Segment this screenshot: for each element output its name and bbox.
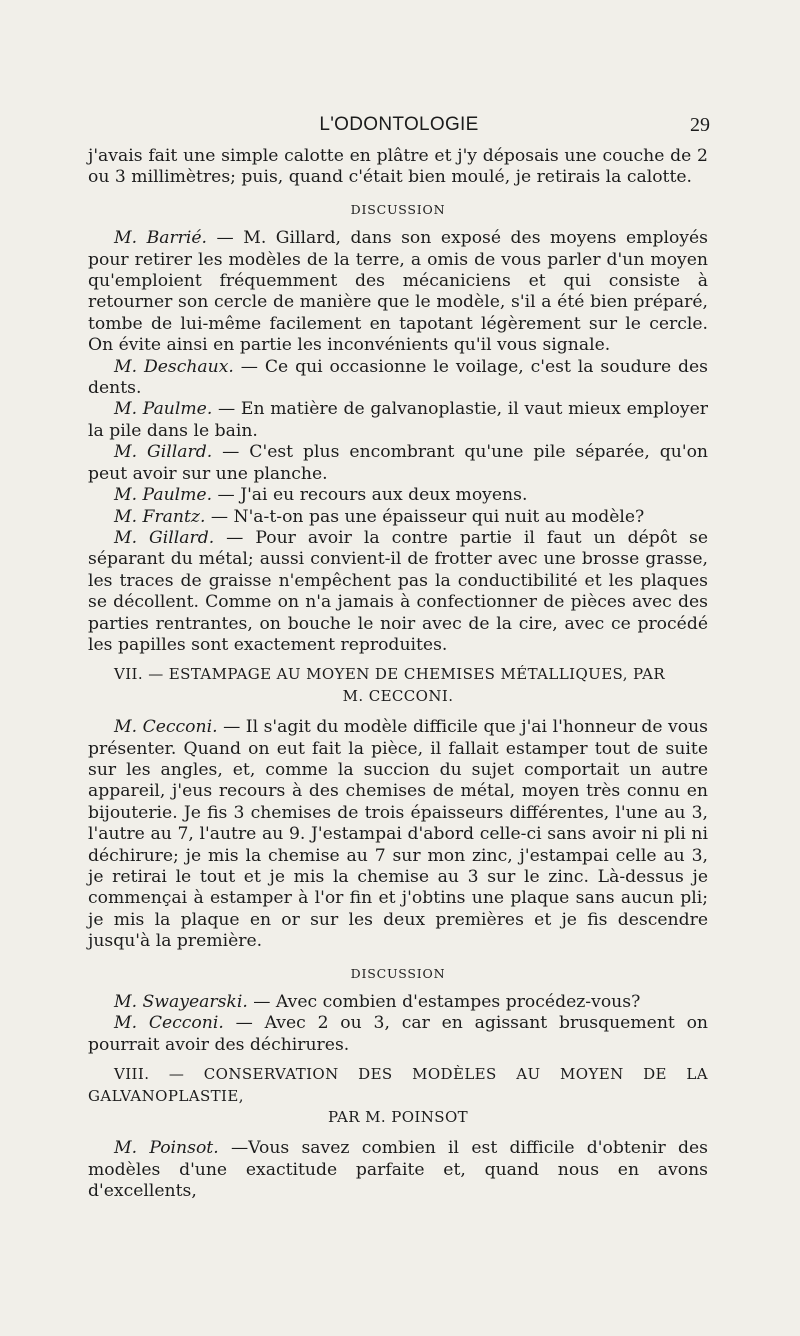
speech-text: — N'a-t-on pas une épaisseur qui nuit au modèle? [205, 506, 645, 527]
speaker-name: M. Gillard. [114, 527, 215, 548]
paragraph [88, 357, 708, 400]
section-heading: VII. — ESTAMPAGE AU MOYEN DE CHEMISES MÉTALLIQUES, PAR [114, 665, 666, 684]
paragraph [88, 1013, 708, 1056]
speaker-name: M. Deschaux. [114, 356, 234, 377]
speech-text: — Ce qui occasionne le voilage, c'est la soudure des dents. [88, 356, 709, 399]
speaker-name: M. Paulme. [114, 399, 213, 420]
speaker-name: M. Frantz. [114, 506, 206, 527]
paragraph [88, 1138, 708, 1202]
speech-text: — Avec combien d'estampes procédez-vous? [247, 992, 641, 1013]
speaker-name: M. Swayearski. [114, 992, 248, 1013]
paragraph: j'avais fait une simple calotte en plâtre et j'y déposais une couche de 2 ou 3 millimètres; puis, quand c'était bien moulé, je retirais la calotte. [88, 146, 708, 188]
paragraph [88, 399, 708, 442]
body-text [88, 146, 708, 1203]
speech-text: —Vous savez combien il est difficile d'obtenir des modèles d'une exactitude parfaite et, quand nous en avons d'excellents, [88, 1138, 708, 1202]
page-header [88, 114, 710, 140]
speaker-name: M. Gillard. [114, 442, 213, 463]
speaker-name: M. Cecconi. [114, 1013, 224, 1034]
speaker-name: M. Cecconi. [114, 717, 218, 738]
section-heading-author: PAR M. POINSOT [327, 1108, 469, 1127]
paragraph [88, 442, 708, 485]
running-title: L'ODONTOLOGIE [319, 114, 479, 135]
speaker-name: M. Poinsot. [114, 1138, 219, 1159]
paragraph [88, 507, 708, 528]
speech-text: — C'est plus encombrant qu'une pile séparée, qu'on peut avoir sur une planche. [88, 442, 708, 484]
paragraph [88, 228, 708, 356]
speech-text: — Pour avoir la contre partie il faut un dépôt se séparant du métal; aussi convient-il de frotter avec une brosse grasse, les traces de graisse n'empêchent pas la conductibilité et les plaques se décollent. Comme on n'a jamais à confectionner de pièces avec des parties rentrantes, on bouche le noir avec de la cire, avec ce procédé les papilles sont exactement reproduites. [88, 527, 708, 655]
paragraph [88, 485, 708, 506]
discussion-heading: DISCUSSION [350, 965, 446, 981]
speaker-name: M. Paulme. [114, 485, 213, 506]
paragraph [88, 717, 708, 952]
section-heading-author: M. CECCONI. [342, 686, 454, 705]
speech-text: — En matière de galvanoplastie, il vaut mieux employer la pile dans le bain. [88, 399, 708, 441]
section-heading: VIII. — CONSERVATION DES MODÈLES AU MOYEN DE LA GALVANOPLASTIE, [88, 1065, 708, 1105]
speech-text: — Avec 2 ou 3, car en agissant brusquement on pourrait avoir des déchirures. [88, 1013, 709, 1055]
speech-text: — J'ai eu recours aux deux moyens. [212, 485, 528, 506]
paragraph [88, 992, 708, 1013]
page-number: 29 [690, 114, 710, 136]
speech-text: — Il s'agit du modèle difficile que j'ai l'honneur de vous présenter. Quand on eut fait la pièce, il fallait estamper tout de suite sur les angles, et, comme la succion du sujet comportait un autre appareil, j'eus recours à des chemises de métal, moyen très connu en bijouterie. Je fis 3 chemises de trois épaisseurs différentes, l'une au 3, l'autre au 7, l'autre au 9. J'estampai d'abord celle-ci sans avoir ni pli ni déchirure; je mis la chemise au 7 sur mon zinc, j'estampai celle au 3, je retirai le tout et je mis la chemise au 3 sur le zinc. Là-dessus je commençai à estamper à l'or fin et j'obtins une plaque sans aucun pli; je mis la plaque en or sur les deux premières et je fis descendre jusqu'à la première. [88, 717, 708, 952]
discussion-heading: DISCUSSION [350, 201, 446, 217]
paragraph [88, 528, 708, 656]
speaker-name: M. Barrié. [114, 228, 208, 249]
speech-text: — M. Gillard, dans son exposé des moyens employés pour retirer les modèles de la terre, a omis de vous parler d'un moyen qu'emploient fréquemment des mécaniciens et qui consiste à retourner son cercle de manière que le modèle, s'il a été bien préparé, tombe de lui-même facilement en tapotant légèrement sur le cercle. On évite ainsi en partie les inconvénients qu'il vous signale. [88, 228, 708, 356]
